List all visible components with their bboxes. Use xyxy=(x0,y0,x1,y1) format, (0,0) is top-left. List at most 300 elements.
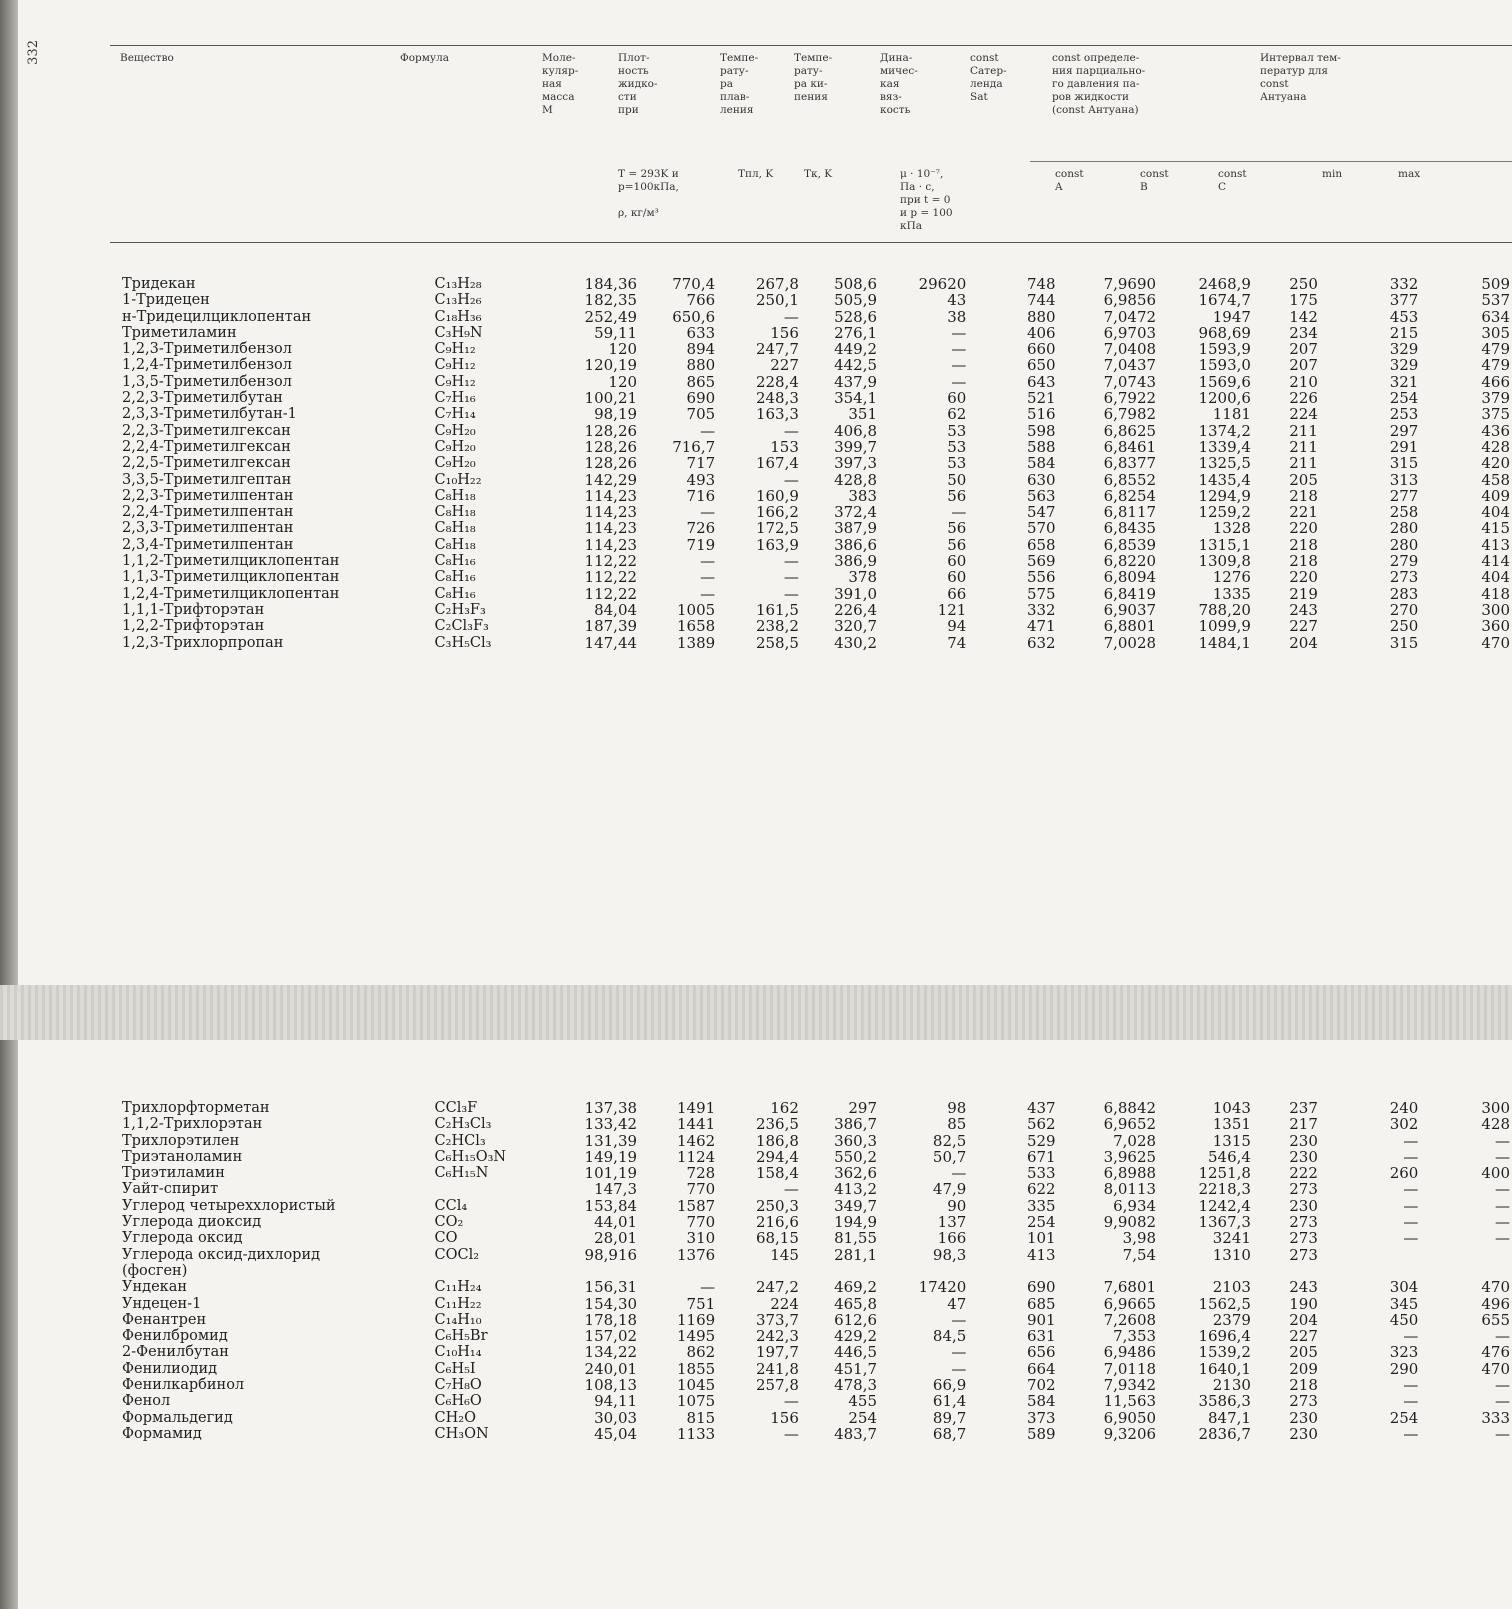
table-row xyxy=(120,406,1512,422)
cell-tm: 163,3 xyxy=(755,406,799,423)
cell-sat: 413 xyxy=(1026,1246,1056,1263)
cell-m: 120 xyxy=(608,341,638,358)
cell-mu: 98,3 xyxy=(932,1246,967,1263)
table-row xyxy=(120,325,1512,341)
cell-min xyxy=(1320,1247,1420,1263)
cell-m: 147,44 xyxy=(584,634,638,651)
page-gap xyxy=(0,985,1512,1040)
cell-c: 218 xyxy=(1289,553,1318,570)
cell-a: 3,9625 xyxy=(1103,1148,1157,1166)
cell-min: 313 xyxy=(1389,471,1419,488)
cell-formula: C₈H₁₈ xyxy=(434,536,476,553)
cell-rho: 493 xyxy=(686,471,716,488)
cell-sat: 632 xyxy=(1026,634,1056,651)
cell-tm: — xyxy=(783,422,799,439)
cell-mu: 50 xyxy=(947,471,967,488)
cell-formula: C₉H₁₂ xyxy=(434,357,476,374)
cell-m: 28,01 xyxy=(594,1230,638,1247)
cell-sat: 556 xyxy=(1026,569,1056,586)
cell-tb: 508,6 xyxy=(834,276,878,293)
cell-m: 187,39 xyxy=(584,618,638,635)
header-density-sub: T = 293K и p=100кПа, ρ, кг/м³ xyxy=(618,168,679,219)
cell-sat: 335 xyxy=(1026,1197,1056,1215)
cell-c: 273 xyxy=(1289,1214,1318,1231)
cell-name: Формамид xyxy=(122,1425,202,1442)
cell-min: 270 xyxy=(1389,601,1419,619)
cell-a: 6,8801 xyxy=(1103,618,1157,635)
cell-tb: 406,8 xyxy=(834,422,878,439)
cell-c: 273 xyxy=(1289,1393,1318,1410)
cell-mu: 62 xyxy=(947,406,967,423)
data-table-bottom xyxy=(120,1100,1512,1442)
cell-b: 1640,1 xyxy=(1198,1360,1251,1378)
data-table-top xyxy=(120,276,1512,651)
cell-formula: CO₂ xyxy=(434,1214,464,1231)
table-row xyxy=(120,1296,1512,1312)
header-const-a: const A xyxy=(1055,168,1084,193)
cell-b: 1484,1 xyxy=(1198,634,1251,651)
cell-tm: 257,8 xyxy=(755,1377,799,1394)
cell-rho: 1376 xyxy=(676,1246,716,1263)
cell-b: 1569,6 xyxy=(1198,373,1251,391)
cell-rho: 1462 xyxy=(676,1132,716,1149)
cell-rho: 1075 xyxy=(676,1393,716,1410)
cell-max: 479 xyxy=(1481,341,1510,358)
cell-a: 9,3206 xyxy=(1103,1425,1157,1443)
cell-rho: 865 xyxy=(686,373,716,391)
table-row xyxy=(120,1328,1512,1344)
cell-tb: 465,8 xyxy=(834,1295,878,1312)
cell-c: 218 xyxy=(1289,536,1318,554)
cell-c: 230 xyxy=(1289,1132,1318,1149)
cell-m: 133,42 xyxy=(584,1116,638,1133)
cell-m: 131,39 xyxy=(584,1132,638,1149)
cell-m: 156,31 xyxy=(584,1279,638,1296)
cell-a: 6,8419 xyxy=(1103,585,1157,602)
cell-b: 1367,3 xyxy=(1198,1214,1251,1231)
cell-tm: 236,5 xyxy=(755,1116,799,1133)
cell-formula: CH₂O xyxy=(434,1409,476,1426)
cell-max: 509 xyxy=(1481,276,1510,293)
cell-sat xyxy=(968,1263,1057,1279)
header-melt-sub: Tпл, K xyxy=(738,168,774,180)
cell-formula: C₃H₉N xyxy=(434,324,483,341)
cell-a: 6,9665 xyxy=(1103,1295,1157,1312)
cell-tb: 81,55 xyxy=(834,1230,878,1247)
cell-formula: C₉H₂₀ xyxy=(434,422,476,439)
table-header xyxy=(110,45,1512,243)
cell-tm: 156 xyxy=(770,1409,799,1426)
cell-sat: 254 xyxy=(1026,1214,1056,1231)
cell-tb: 386,9 xyxy=(834,553,878,570)
cell-mu: 38 xyxy=(947,308,967,325)
cell-b: 2130 xyxy=(1212,1377,1251,1394)
cell-formula: C₂HCl₃ xyxy=(434,1132,486,1149)
cell-rho xyxy=(639,1263,717,1279)
cell-min: — xyxy=(1403,1214,1419,1231)
cell-tb: 378 xyxy=(848,569,878,586)
cell-max xyxy=(1420,1263,1512,1279)
cell-m: 98,19 xyxy=(594,406,638,423)
cell-b: 2103 xyxy=(1212,1279,1251,1296)
cell-name: Углерода оксид-дихлорид xyxy=(122,1246,321,1263)
cell-rho: 310 xyxy=(686,1230,716,1247)
cell-a: 7,028 xyxy=(1113,1132,1157,1149)
cell-max: 470 xyxy=(1481,1279,1510,1296)
cell-tb: 437,9 xyxy=(834,373,878,391)
cell-formula: C₂H₃Cl₃ xyxy=(434,1116,492,1133)
cell-mu: 53 xyxy=(947,438,967,456)
cell-mu: 60 xyxy=(947,390,967,407)
cell-a: 7,353 xyxy=(1113,1328,1157,1345)
cell-tm: 241,8 xyxy=(755,1360,799,1378)
cell-mu: — xyxy=(951,1344,967,1361)
table-row xyxy=(120,292,1512,308)
cell-max: 496 xyxy=(1481,1295,1510,1312)
cell-mu: 60 xyxy=(947,569,967,586)
cell-tm: 166,2 xyxy=(755,504,799,521)
cell-rho: — xyxy=(700,504,716,521)
cell-c: 243 xyxy=(1289,1279,1318,1296)
cell-m: 84,04 xyxy=(594,601,638,619)
cell-b: 1539,2 xyxy=(1198,1344,1251,1361)
cell-min: — xyxy=(1403,1148,1419,1166)
cell-max: 404 xyxy=(1481,569,1510,586)
cell-tb: 505,9 xyxy=(834,292,878,309)
cell-tm: 238,2 xyxy=(755,618,799,635)
cell-m: 182,35 xyxy=(584,292,638,309)
cell-min: 329 xyxy=(1389,341,1419,358)
cell-b: 3241 xyxy=(1212,1230,1251,1247)
cell-c: 210 xyxy=(1289,373,1318,391)
cell-c: 211 xyxy=(1289,438,1318,456)
cell-rho: 716,7 xyxy=(672,438,716,456)
table-top-body xyxy=(120,276,1512,651)
table-row xyxy=(120,1214,1512,1230)
cell-tb: 446,5 xyxy=(834,1344,878,1361)
cell-sat: 563 xyxy=(1026,487,1056,505)
cell-mu: 98 xyxy=(947,1100,967,1117)
cell-tm: — xyxy=(783,585,799,602)
cell-name: Ундецен-1 xyxy=(122,1295,202,1312)
table-row xyxy=(120,488,1512,504)
cell-m: 114,23 xyxy=(584,536,638,554)
cell-m: 30,03 xyxy=(594,1409,638,1426)
cell-m: 142,29 xyxy=(584,471,638,488)
cell-tm: 197,7 xyxy=(755,1344,799,1361)
cell-tb: 528,6 xyxy=(834,308,878,325)
cell-a: 6,8552 xyxy=(1103,471,1157,488)
cell-mu: 17420 xyxy=(918,1279,967,1296)
cell-a: 7,0408 xyxy=(1103,341,1157,358)
cell-mu: 29620 xyxy=(918,276,967,293)
header-viscosity-sub: μ · 10⁻⁷, Па · с, при t = 0 и p = 100 кПа xyxy=(900,168,953,232)
cell-min: 450 xyxy=(1389,1311,1419,1329)
cell-a: 9,9082 xyxy=(1103,1214,1157,1231)
cell-b: 2468,9 xyxy=(1198,276,1251,293)
cell-mu: 60 xyxy=(947,553,967,570)
cell-tb: 429,2 xyxy=(834,1328,878,1345)
cell-sat: 437 xyxy=(1026,1100,1056,1117)
cell-tm: 373,7 xyxy=(755,1311,799,1329)
cell-tm: 145 xyxy=(770,1246,799,1263)
cell-sat: 588 xyxy=(1026,438,1056,456)
table-row xyxy=(120,1344,1512,1360)
cell-formula: C₂Cl₃F₃ xyxy=(434,618,489,635)
header-subrule xyxy=(1030,161,1512,162)
cell-formula: C₁₄H₁₀ xyxy=(434,1311,482,1328)
cell-min: 453 xyxy=(1389,308,1419,325)
cell-name: 2,2,3-Триметилгексан xyxy=(122,422,291,439)
cell-max: 436 xyxy=(1481,422,1510,439)
header-sat: const Сатер- ленда Sat xyxy=(970,52,1007,103)
cell-c: 237 xyxy=(1289,1100,1318,1117)
cell-b xyxy=(1158,1263,1253,1279)
cell-formula: C₈H₁₈ xyxy=(434,504,476,521)
cell-b: 1593,9 xyxy=(1198,341,1251,358)
cell-tm: 242,3 xyxy=(755,1328,799,1345)
cell-formula: C₇H₈O xyxy=(434,1377,482,1394)
cell-min: 323 xyxy=(1389,1344,1419,1361)
cell-c: 234 xyxy=(1289,324,1318,342)
cell-c xyxy=(1253,1263,1320,1279)
cell-rho: 633 xyxy=(686,324,716,342)
cell-mu: 121 xyxy=(937,601,967,619)
cell-name: 1,1,1-Трифторэтан xyxy=(122,601,265,618)
cell-a: 6,8539 xyxy=(1103,536,1157,554)
cell-c: 204 xyxy=(1289,634,1318,651)
cell-min: — xyxy=(1403,1197,1419,1215)
cell-formula: C₉H₁₂ xyxy=(434,373,476,390)
cell-mu: 53 xyxy=(947,455,967,472)
table-row xyxy=(120,1279,1512,1295)
cell-a: 3,98 xyxy=(1122,1230,1157,1247)
cell-m: 149,19 xyxy=(584,1148,638,1166)
cell-m: 184,36 xyxy=(584,276,638,293)
cell-c: 205 xyxy=(1289,1344,1318,1361)
cell-max: 300 xyxy=(1481,601,1510,619)
cell-m: 59,11 xyxy=(594,324,638,342)
cell-formula: C₆H₁₅N xyxy=(434,1165,489,1182)
cell-max: — xyxy=(1495,1197,1510,1215)
cell-c: 273 xyxy=(1289,1230,1318,1247)
cell-tm: — xyxy=(783,553,799,570)
cell-a: 7,9690 xyxy=(1103,276,1157,293)
cell-max: 409 xyxy=(1481,487,1510,505)
cell-tb: 399,7 xyxy=(834,438,878,456)
cell-name: Тридекан xyxy=(122,276,196,292)
cell-tb: 297 xyxy=(848,1100,878,1117)
cell-b: 1593,0 xyxy=(1198,357,1251,374)
cell-a: 6,7982 xyxy=(1103,406,1157,423)
cell-formula: C₆H₁₅O₃N xyxy=(434,1148,507,1165)
cell-sat: 690 xyxy=(1026,1279,1056,1296)
cell-rho: — xyxy=(700,569,716,586)
cell-formula xyxy=(433,1263,556,1279)
cell-name: 1,1,2-Триметилциклопентан xyxy=(122,553,340,570)
cell-c: 227 xyxy=(1289,618,1318,635)
cell-min: 315 xyxy=(1389,634,1419,651)
cell-formula: C₈H₁₈ xyxy=(434,487,476,504)
cell-min: — xyxy=(1403,1328,1419,1345)
cell-tm: 167,4 xyxy=(755,455,799,472)
table-row xyxy=(120,553,1512,569)
cell-a: 7,2608 xyxy=(1103,1311,1157,1329)
cell-min: 321 xyxy=(1389,373,1419,391)
table-row xyxy=(120,1393,1512,1409)
cell-name: Уайт-спирит xyxy=(122,1181,219,1198)
cell-formula: C₆H₅Br xyxy=(434,1328,488,1345)
cell-formula: C₆H₅I xyxy=(434,1360,476,1377)
cell-mu: 61,4 xyxy=(932,1393,967,1410)
cell-c: 226 xyxy=(1289,390,1318,407)
cell-c: 221 xyxy=(1289,504,1318,521)
cell-formula: C₈H₁₆ xyxy=(434,569,476,586)
cell-min: 280 xyxy=(1389,520,1419,537)
cell-m: 128,26 xyxy=(584,438,638,456)
cell-name: Углерод четыреххлористый xyxy=(122,1197,336,1214)
cell-mu: 43 xyxy=(947,292,967,309)
cell-c: 190 xyxy=(1289,1295,1318,1312)
cell-rho: 770 xyxy=(686,1214,716,1231)
cell-m: 134,22 xyxy=(584,1344,638,1361)
cell-a: 7,54 xyxy=(1122,1246,1157,1263)
cell-min: 277 xyxy=(1389,487,1419,505)
cell-formula: C₉H₂₀ xyxy=(434,438,476,455)
cell-tm: 163,9 xyxy=(755,536,799,554)
cell-name: н-Тридецилциклопентан xyxy=(122,308,312,325)
cell-sat: 671 xyxy=(1026,1148,1056,1166)
cell-max: 379 xyxy=(1481,390,1510,407)
cell-rho: 1441 xyxy=(676,1116,716,1133)
cell-b: 1310 xyxy=(1212,1246,1251,1263)
table-row xyxy=(120,1230,1512,1246)
cell-name: Триэтаноламин xyxy=(122,1148,243,1165)
cell-tm xyxy=(717,1263,801,1279)
cell-tm: — xyxy=(783,1425,799,1443)
cell-m: 98,916 xyxy=(584,1246,638,1263)
cell-rho: 728 xyxy=(686,1165,716,1182)
table-row xyxy=(120,374,1512,390)
cell-min: 291 xyxy=(1389,438,1419,456)
cell-c: 219 xyxy=(1289,585,1318,602)
cell-mu: 53 xyxy=(947,422,967,439)
cell-sat: 744 xyxy=(1026,292,1056,309)
cell-c: 205 xyxy=(1289,471,1318,488)
cell-mu: 56 xyxy=(947,536,967,554)
cell-c: 204 xyxy=(1289,1311,1318,1329)
cell-max: 420 xyxy=(1481,455,1510,472)
cell-rho: 815 xyxy=(686,1409,716,1426)
cell-min: 254 xyxy=(1389,390,1419,407)
cell-tm: 227 xyxy=(770,357,799,374)
cell-tm: 250,1 xyxy=(755,292,799,309)
cell-max: — xyxy=(1495,1132,1510,1149)
cell-m: 44,01 xyxy=(594,1214,638,1231)
cell-min: 332 xyxy=(1389,276,1419,293)
header-const-b: const B xyxy=(1140,168,1169,193)
cell-mu: — xyxy=(951,1165,967,1182)
cell-tb: 372,4 xyxy=(834,504,878,521)
cell-formula: C₁₁H₂₂ xyxy=(434,1295,482,1312)
cell-rho: 770 xyxy=(686,1181,716,1198)
cell-name: 2,2,4-Триметилпентан xyxy=(122,504,294,521)
cell-b: 546,4 xyxy=(1207,1148,1251,1166)
cell-mu: 47 xyxy=(947,1295,967,1312)
cell-a: 7,0472 xyxy=(1103,308,1157,325)
header-const-c: const C xyxy=(1218,168,1247,193)
cell-b: 1374,2 xyxy=(1198,422,1251,439)
page-number: 332 xyxy=(26,40,41,65)
cell-a: 6,9856 xyxy=(1103,292,1157,309)
table-row xyxy=(120,423,1512,439)
cell-rho: 1389 xyxy=(676,634,716,651)
cell-max: 360 xyxy=(1481,618,1510,635)
cell-m: 252,49 xyxy=(584,308,638,325)
cell-c: 175 xyxy=(1289,292,1318,309)
table-row xyxy=(120,357,1512,373)
cell-rho: 716 xyxy=(686,487,716,505)
cell-min: 260 xyxy=(1389,1165,1419,1182)
cell-b: 788,20 xyxy=(1198,601,1251,619)
cell-rho: 705 xyxy=(686,406,716,423)
cell-b: 1435,4 xyxy=(1198,471,1251,488)
cell-tm: 228,4 xyxy=(755,373,799,391)
cell-tm: 158,4 xyxy=(755,1165,799,1182)
table-row xyxy=(120,504,1512,520)
cell-max: 470 xyxy=(1481,1360,1510,1378)
cell-max: 305 xyxy=(1481,324,1510,342)
cell-rho: 1495 xyxy=(676,1328,716,1345)
cell-mu: 166 xyxy=(937,1230,967,1247)
table-row xyxy=(120,472,1512,488)
cell-rho: — xyxy=(700,553,716,570)
cell-tb: 351 xyxy=(848,406,878,423)
cell-tb: 383 xyxy=(848,487,878,505)
cell-name: 2,2,4-Триметилгексан xyxy=(122,438,291,455)
book-spine xyxy=(0,0,18,1609)
header-min: min xyxy=(1322,168,1343,180)
cell-min: 315 xyxy=(1389,455,1419,472)
cell-b: 1276 xyxy=(1212,569,1251,586)
cell-min: 254 xyxy=(1389,1409,1419,1426)
cell-name: Фенилкарбинол xyxy=(122,1377,245,1394)
cell-b: 1294,9 xyxy=(1198,487,1251,505)
cell-min: — xyxy=(1403,1377,1419,1394)
cell-rho: — xyxy=(700,1279,716,1296)
cell-min: 253 xyxy=(1389,406,1419,423)
cell-min: — xyxy=(1403,1181,1419,1198)
cell-name: Формальдегид xyxy=(122,1409,233,1426)
cell-formula: C₁₈H₃₆ xyxy=(434,308,482,325)
cell-sat: 630 xyxy=(1026,471,1056,488)
cell-b: 1242,4 xyxy=(1198,1197,1251,1215)
cell-rho: 751 xyxy=(686,1295,716,1312)
cell-formula: C₁₀H₂₂ xyxy=(434,471,482,488)
cell-formula: C₃H₅Cl₃ xyxy=(434,634,492,651)
cell-rho: 1491 xyxy=(676,1100,716,1117)
cell-tm: 172,5 xyxy=(755,520,799,537)
cell-b: 1251,8 xyxy=(1198,1165,1251,1182)
cell-c: 230 xyxy=(1289,1425,1318,1443)
cell-name: (фосген) xyxy=(122,1262,188,1279)
cell-c: 273 xyxy=(1289,1181,1318,1198)
cell-name: Триметиламин xyxy=(122,324,237,341)
cell-tm: 248,3 xyxy=(755,390,799,407)
cell-tb: 451,7 xyxy=(834,1360,878,1378)
cell-name: 3,3,5-Триметилгептан xyxy=(122,471,292,488)
table-row xyxy=(120,1410,1512,1426)
